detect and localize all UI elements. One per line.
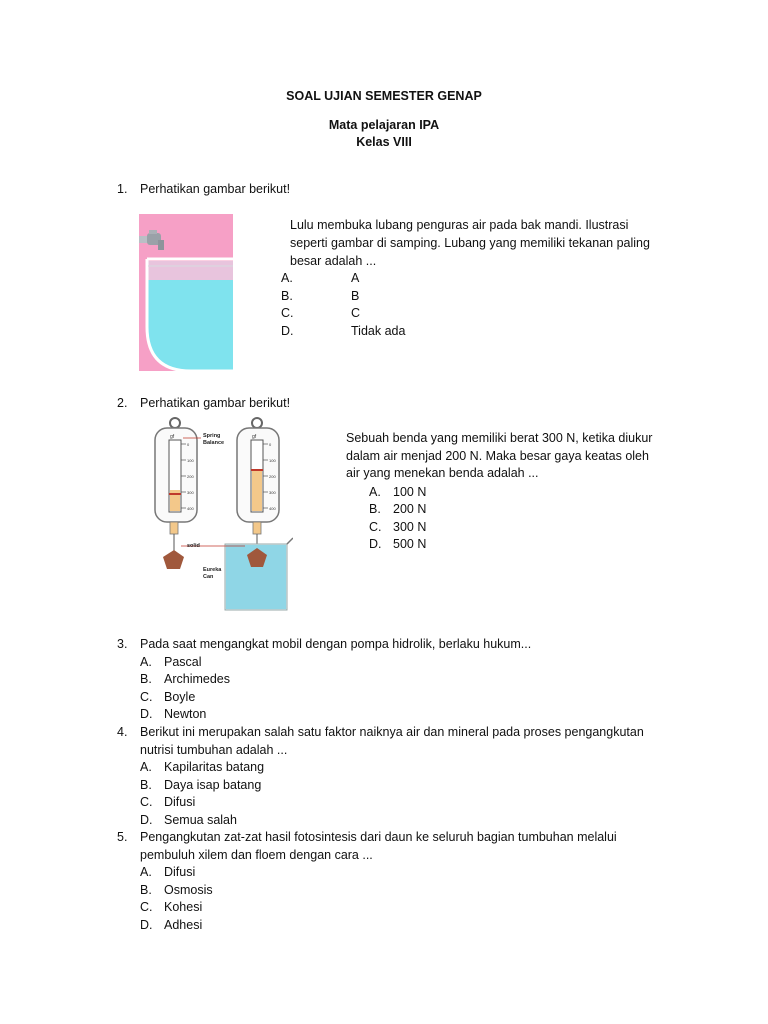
q4-option-c[interactable]: C. Difusi xyxy=(140,795,196,809)
q4-option-d[interactable]: D. Semua salah xyxy=(140,813,237,827)
q4-line1: Berikut ini merupakan salah satu faktor naiknya air dan mineral pada proses pengangkutan xyxy=(140,725,644,739)
q1-desc-line3: besar adalah ... xyxy=(290,254,377,268)
q2-option-c[interactable]: C. 300 N xyxy=(369,520,427,534)
q5-line1: Pengangkutan zat-zat hasil fotosintesis dari daun ke seluruh bagian tumbuhan melalui xyxy=(140,830,617,844)
bathtub-illustration xyxy=(139,214,233,371)
q1-option-a[interactable]: A. A xyxy=(281,271,360,285)
class-line: Kelas VIII xyxy=(356,135,412,149)
q5-option-d[interactable]: D. Adhesi xyxy=(140,918,203,932)
q2-desc-line3: air yang menekan benda adalah ... xyxy=(346,466,539,480)
q4-line2: nutrisi tumbuhan adalah ... xyxy=(140,743,288,757)
eureka-label: Eureka xyxy=(203,567,222,573)
q2-option-a[interactable]: A. 100 N xyxy=(369,485,427,499)
svg-text:300: 300 xyxy=(187,490,194,495)
subject-line: Mata pelajaran IPA xyxy=(328,118,440,132)
svg-text:100: 100 xyxy=(187,458,194,463)
svg-text:200: 200 xyxy=(269,474,276,479)
solid-label: solid xyxy=(187,543,200,549)
q2-number: 2. xyxy=(117,396,128,410)
doc-title: SOAL UJIAN SEMESTER GENAP xyxy=(286,89,482,103)
q2-desc-line2: dalam air menjad 200 N. Maka besar gaya keatas oleh xyxy=(346,449,649,463)
spring-label: Spring xyxy=(203,433,221,439)
q2-prompt: Perhatikan gambar berikut! xyxy=(140,396,291,410)
q1-prompt: Perhatikan gambar berikut! xyxy=(140,182,291,196)
svg-text:300: 300 xyxy=(269,490,276,495)
left-unit-label: gf xyxy=(170,434,175,440)
svg-text:0: 0 xyxy=(187,442,190,447)
q2-option-d[interactable]: D. 500 N xyxy=(369,537,427,551)
svg-text:400: 400 xyxy=(187,506,194,511)
right-unit-label: gf xyxy=(252,434,257,440)
q1-option-b[interactable]: B. B xyxy=(281,289,360,303)
svg-text:100: 100 xyxy=(269,458,276,463)
q2-desc-line1: Sebuah benda yang memiliki berat 300 N, ketika diukur xyxy=(346,431,653,445)
balance-label: Balance xyxy=(203,440,225,446)
q2-option-b[interactable]: B. 200 N xyxy=(369,502,427,516)
q4-number: 4. xyxy=(117,725,128,739)
q3-number: 3. xyxy=(117,637,128,651)
q5-line2: pembuluh xilem dan floem dengan cara ... xyxy=(140,848,373,862)
q3-option-d[interactable]: D. Newton xyxy=(140,707,207,721)
svg-text:0: 0 xyxy=(269,442,272,447)
q1-option-d[interactable]: D. Tidak ada xyxy=(281,324,406,338)
svg-text:200: 200 xyxy=(187,474,194,479)
q4-option-b[interactable]: B. Daya isap batang xyxy=(140,778,262,792)
q3-option-c[interactable]: C. Boyle xyxy=(140,690,196,704)
q3-line1: Pada saat mengangkat mobil dengan pompa hidrolik, berlaku hukum... xyxy=(140,637,532,651)
q5-option-a[interactable]: A. Difusi xyxy=(140,865,196,879)
q1-number: 1. xyxy=(117,182,128,196)
q1-desc-line2: seperti gambar di samping. Lubang yang memiliki tekanan paling xyxy=(290,236,650,250)
q1-desc-line1: Lulu membuka lubang penguras air pada bak mandi. Ilustrasi xyxy=(290,218,629,232)
svg-text:400: 400 xyxy=(269,506,276,511)
q5-option-b[interactable]: B. Osmosis xyxy=(140,883,213,897)
q3-option-a[interactable]: A. Pascal xyxy=(140,655,202,669)
q3-option-b[interactable]: B. Archimedes xyxy=(140,672,230,686)
can-label: Can xyxy=(203,574,214,580)
spring-balance-illustration xyxy=(145,414,293,616)
q5-option-c[interactable]: C. Kohesi xyxy=(140,900,203,914)
q4-option-a[interactable]: A. Kapilaritas batang xyxy=(140,760,265,774)
q1-option-c[interactable]: C. C xyxy=(281,306,361,320)
q5-number: 5. xyxy=(117,830,128,844)
